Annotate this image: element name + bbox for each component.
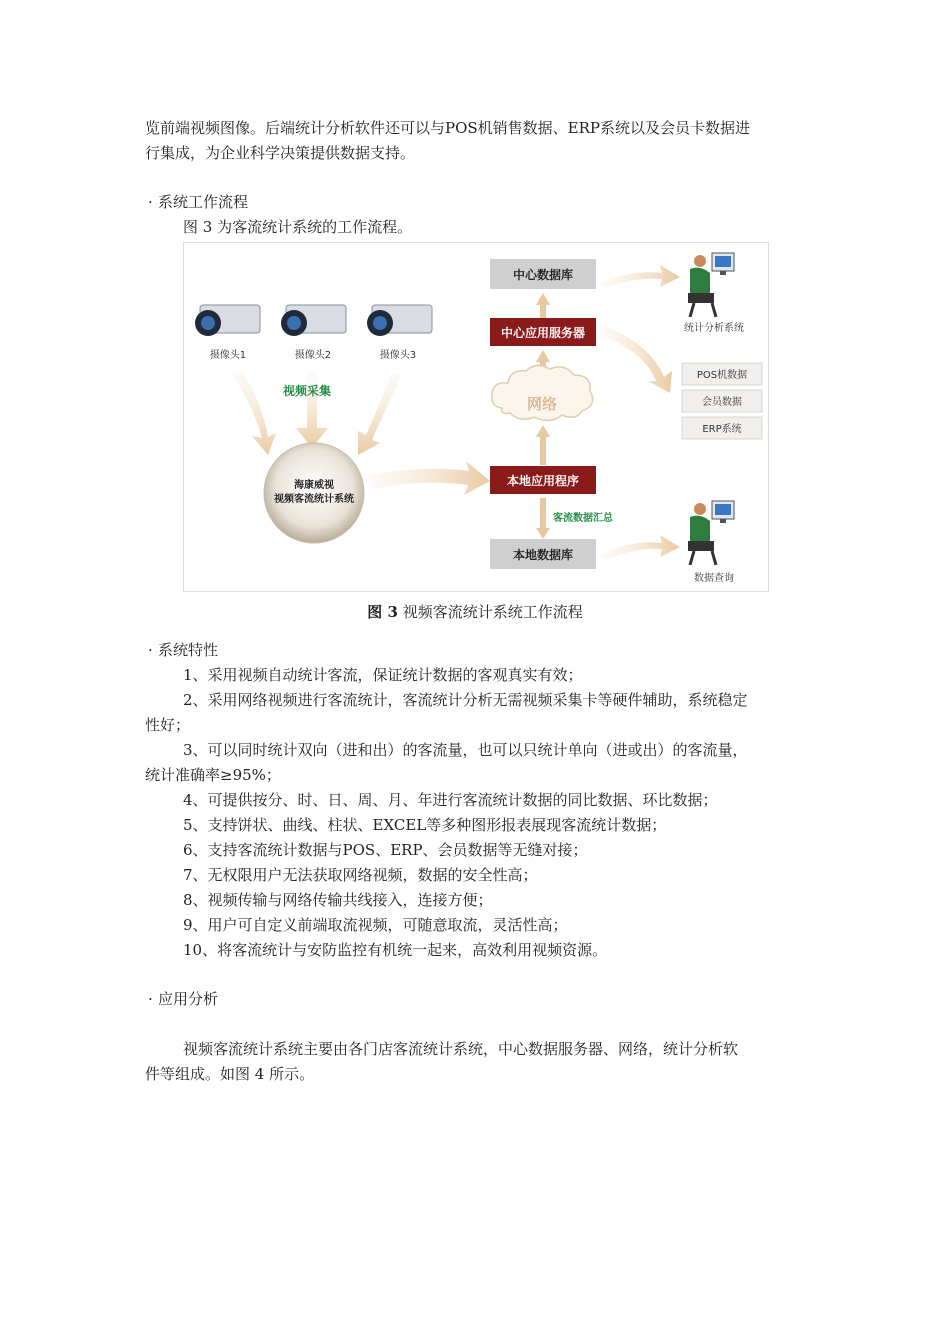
figure-caption-text: 视频客流统计系统工作流程 xyxy=(402,603,583,621)
list-item: 4、可提供按分、时、日、周、月、年进行客流统计数据的同比数据、环比数据； xyxy=(183,791,718,809)
intro-line-2: 行集成，为企业科学决策提供数据支持。 xyxy=(145,144,416,162)
summary-label: 客流数据汇总 xyxy=(553,513,613,524)
arrow-icon xyxy=(536,425,550,465)
section-heading-workflow: · 系统工作流程 xyxy=(148,190,248,215)
application-line-1: 视频客流统计系统主要由各门店客流统计系统，中心数据服务器、网络，统计分析软 xyxy=(183,1040,739,1058)
list-item-continuation: 性好； xyxy=(145,716,191,734)
analysis-label: 统计分析系统 xyxy=(684,323,744,334)
workflow-diagram xyxy=(183,242,769,592)
intro-line-1: 览前端视频图像。后端统计分析软件还可以与POS机销售数据、ERP系统以及会员卡数据进 xyxy=(145,119,751,137)
list-item: 10、将客流统计与安防监控有机统一起来，高效利用视频资源。 xyxy=(183,941,608,959)
list-item: 1、采用视频自动统计客流，保证统计数据的客观真实有效； xyxy=(183,666,583,684)
list-item: 6、支持客流统计数据与POS、ERP、会员数据等无缝对接； xyxy=(183,841,588,859)
list-item: 2、采用网络视频进行客流统计，客流统计分析无需视频采集卡等硬件辅助，系统稳定 xyxy=(183,691,748,709)
section-heading-features: · 系统特性 xyxy=(148,638,218,663)
section-heading-application: · 应用分析 xyxy=(148,987,218,1012)
local-db-label: 本地数据库 xyxy=(512,548,574,562)
list-item: 5、支持饼状、曲线、柱状、EXCEL等多种图形报表展现客流统计数据； xyxy=(183,816,667,834)
arrow-icon xyxy=(600,325,672,393)
figure-caption xyxy=(0,600,950,625)
camera-icon xyxy=(195,305,260,336)
application-line-2: 件等组成。如图 4 所示。 xyxy=(145,1065,315,1083)
figure-caption-number: 图 3 xyxy=(367,603,398,621)
arrow-icon xyxy=(536,293,550,318)
data-box-label-erp: ERP系统 xyxy=(702,424,742,435)
core-system-node xyxy=(264,443,364,543)
central-server-label: 中心应用服务器 xyxy=(500,326,586,340)
bullet-icon: · xyxy=(148,193,153,211)
bullet-icon: · xyxy=(148,990,153,1008)
list-item: 3、可以同时统计双向（进和出）的客流量，也可以只统计单向（进或出）的客流量， xyxy=(183,741,748,759)
core-system-label-2: 视频客流统计系统 xyxy=(274,494,354,505)
list-item: 7、无权限用户无法获取网络视频，数据的安全性高； xyxy=(183,866,538,884)
camera-icon xyxy=(281,305,346,336)
camera-label-2: 摄像头2 xyxy=(294,350,332,361)
central-db-label: 中心数据库 xyxy=(512,268,574,282)
list-item-continuation: 统计准确率≥95%； xyxy=(145,766,281,784)
list-item: 9、用户可自定义前端取流视频，可随意取流，灵活性高； xyxy=(183,916,568,934)
arrow-icon xyxy=(232,371,276,455)
analyst-person-icon xyxy=(688,253,734,317)
query-person-icon xyxy=(688,501,734,565)
data-box-label-member: 会员数据 xyxy=(702,397,742,408)
arrow-icon xyxy=(536,498,550,539)
bullet-icon: · xyxy=(148,641,153,659)
network-label: 网络 xyxy=(526,395,558,413)
query-label: 数据查询 xyxy=(694,573,734,584)
arrow-icon xyxy=(358,373,402,455)
core-system-label-1: 海康威视 xyxy=(294,480,334,491)
arrow-icon xyxy=(600,535,680,561)
camera-icon xyxy=(367,305,432,336)
data-box-label-pos: POS机数据 xyxy=(696,370,748,381)
arrow-icon xyxy=(369,461,490,495)
list-item: 8、视频传输与网络传输共线接入，连接方便； xyxy=(183,891,493,909)
figure-intro-text: 图 3 为客流统计系统的工作流程。 xyxy=(183,218,413,236)
capture-label: 视频采集 xyxy=(282,384,332,398)
camera-label-3: 摄像头3 xyxy=(379,350,417,361)
camera-label-1: 摄像头1 xyxy=(209,350,247,361)
arrow-icon xyxy=(600,265,680,289)
local-app-label: 本地应用程序 xyxy=(506,474,580,488)
